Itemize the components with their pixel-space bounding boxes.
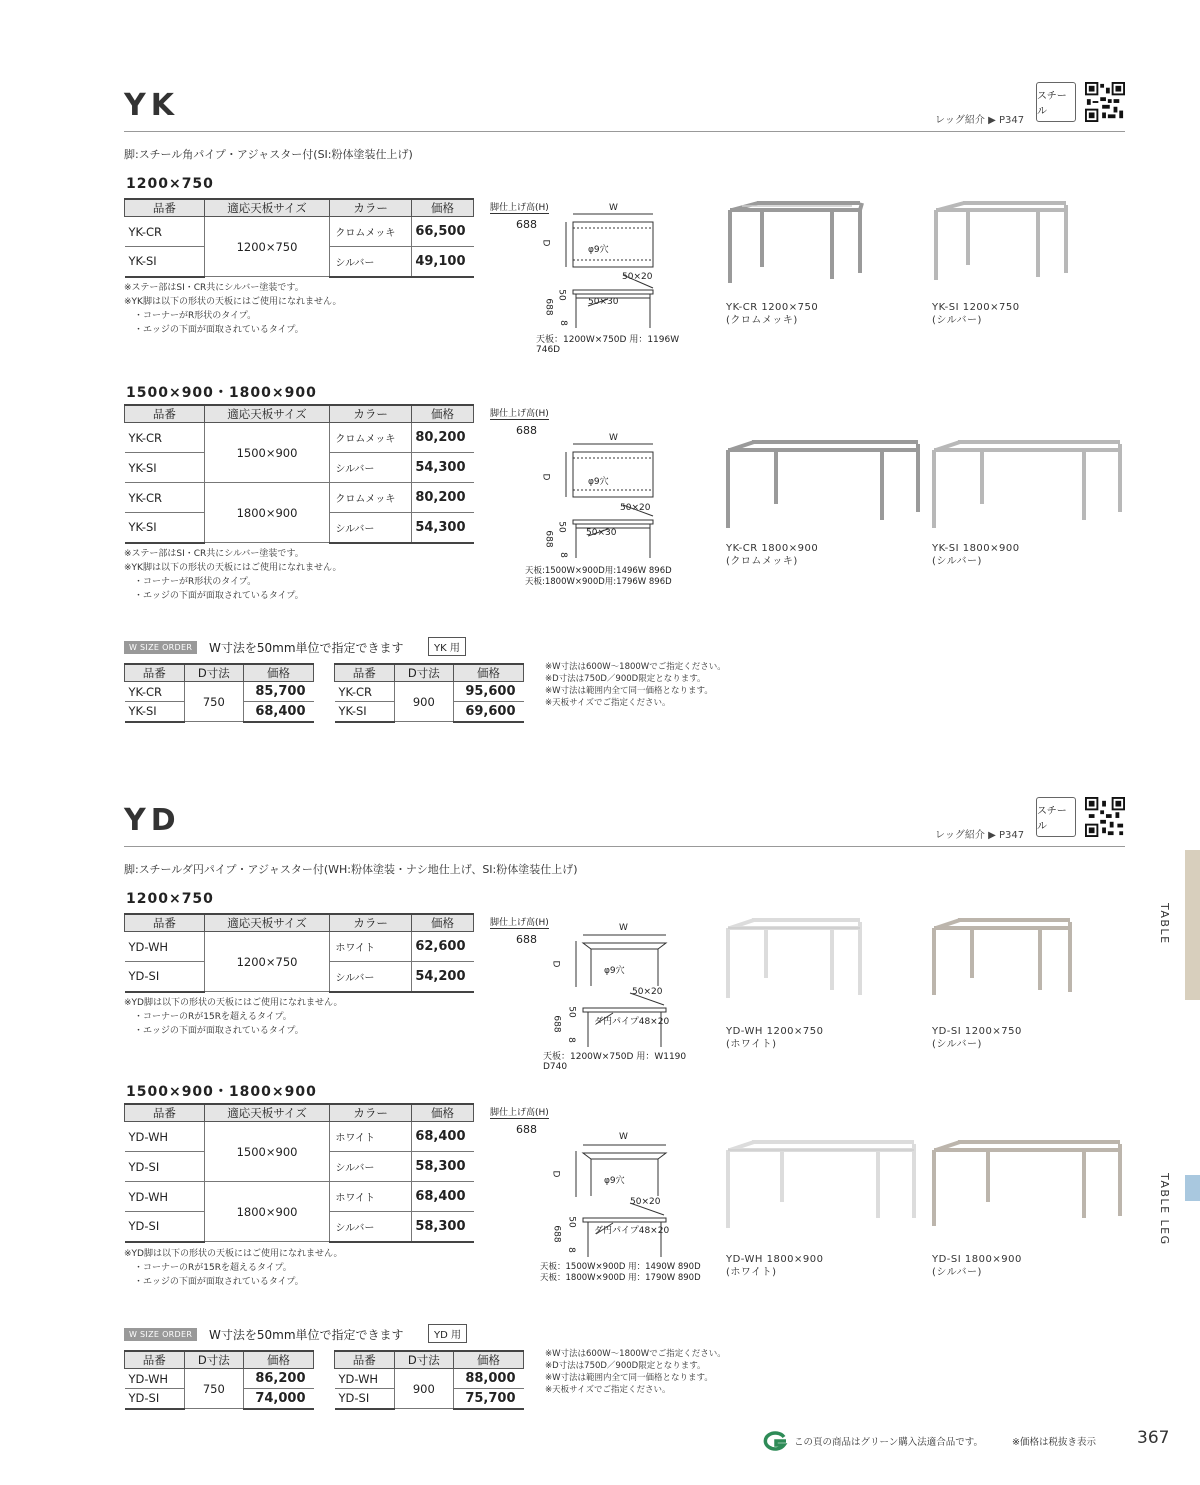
col-header: 品番 xyxy=(125,405,205,423)
d-label: D xyxy=(550,1170,561,1178)
product-color: シルバー xyxy=(330,1212,412,1242)
side-tab-table-marker xyxy=(1185,850,1200,1000)
col-header: 価格 xyxy=(411,405,473,423)
yd-w-size-order-text: W寸法を50mm単位で指定できます xyxy=(209,1328,404,1342)
hole-label: φ9穴 xyxy=(604,966,625,976)
height-value: 688 xyxy=(516,424,537,437)
product-price: 68,400 xyxy=(412,1182,474,1212)
yk-si-1200-caption xyxy=(932,301,1020,327)
col-header: 品番 xyxy=(125,914,205,932)
col-header: 価格 xyxy=(244,664,314,682)
plan-elevation-drawing xyxy=(558,931,678,1051)
product-code: YD-SI xyxy=(125,962,205,992)
yd-sec2-dimension-diagram xyxy=(488,1103,703,1283)
w-label: W xyxy=(619,923,628,933)
height-value: 688 xyxy=(516,933,537,946)
d-label: D xyxy=(550,960,561,968)
d-label: D xyxy=(540,239,551,247)
note: ・コーナーがR形状のタイプ。 xyxy=(134,311,257,321)
col-header: カラー xyxy=(330,199,412,217)
plan-elevation-drawing xyxy=(548,210,668,330)
note: ・エッジの下面が面取されているタイプ。 xyxy=(134,591,304,601)
hole-label: φ9穴 xyxy=(604,1176,625,1186)
col-header: 品番 xyxy=(335,664,395,682)
product-price: 74,000 xyxy=(244,1389,314,1409)
yk-si-1800-leg-image xyxy=(928,432,1133,532)
note: ・コーナーのRが15Rを超えるタイプ。 xyxy=(134,1012,292,1022)
product-code: YK-CR xyxy=(335,682,395,702)
yk-cr-1200-caption xyxy=(726,301,818,327)
yd-leg-ref[interactable]: レッグ紹介 ▶ P347 xyxy=(935,830,1025,841)
product-price: 85,700 xyxy=(244,682,314,702)
col-header: 適応天板サイズ xyxy=(204,199,330,217)
col-header: 価格 xyxy=(244,1351,314,1369)
dim688: 688 xyxy=(551,1225,562,1243)
green-mark-icon xyxy=(758,1431,788,1451)
yk-cr-1800-caption xyxy=(726,542,818,568)
yd-order-for-label: YD 用 xyxy=(428,1324,467,1343)
product-code: YK-SI xyxy=(125,702,185,722)
yd-order-notes xyxy=(545,1348,726,1396)
col-header: カラー xyxy=(330,914,412,932)
dim50: 50 xyxy=(566,1216,577,1228)
caption-color: (シルバー) xyxy=(932,1039,982,1050)
product-price: 95,600 xyxy=(454,682,524,702)
dim688: 688 xyxy=(543,530,554,548)
caption-color: (シルバー) xyxy=(932,1267,982,1278)
product-code: YD-SI xyxy=(125,1389,185,1409)
yd-si-1800-leg-image xyxy=(928,1130,1133,1230)
caption-color: (シルバー) xyxy=(932,556,982,567)
side-tab-table-leg-marker xyxy=(1185,1175,1200,1201)
product-code: YD-SI xyxy=(125,1152,205,1182)
col-header: カラー xyxy=(330,1104,412,1122)
col-header: 適応天板サイズ xyxy=(204,405,330,423)
yk-w-size-order-text: W寸法を50mm単位で指定できます xyxy=(209,641,404,655)
top-note: 天板:1800W×900D用:1796W 896D xyxy=(525,577,672,587)
pipe1-label: 50×20 xyxy=(620,503,651,513)
product-code: YK-CR xyxy=(125,682,185,702)
product-color: シルバー xyxy=(330,962,412,992)
footer-tax-text: ※価格は税抜き表示 xyxy=(1012,1437,1096,1448)
top-note: 天板：1200W×750D 用：1196W 746D xyxy=(536,335,680,355)
pipe2-label: ダ円パイプ48×20 xyxy=(594,1226,670,1236)
product-color: シルバー xyxy=(330,453,412,483)
table-size: 1800×900 xyxy=(204,1182,330,1242)
col-header: 適応天板サイズ xyxy=(204,914,330,932)
yk-sec1-price-table xyxy=(124,198,474,278)
caption-color: (シルバー) xyxy=(932,315,982,326)
yd-sec2-price-table xyxy=(124,1103,474,1243)
caption-model: YD-SI 1200×750 xyxy=(932,1026,1022,1037)
yk-sec1-dimension-diagram xyxy=(488,198,703,355)
yk-title: YK xyxy=(124,88,179,123)
yk-material-badge: スチール xyxy=(1036,82,1076,122)
d-size: 900 xyxy=(394,1369,454,1409)
product-price: 86,200 xyxy=(244,1369,314,1389)
caption-model: YK-SI 1800×900 xyxy=(932,543,1020,554)
plan-elevation-drawing xyxy=(558,1141,678,1261)
product-code: YK-SI xyxy=(125,247,205,277)
product-price: 66,500 xyxy=(411,217,473,247)
dim688: 688 xyxy=(543,298,554,316)
yd-w-size-order-badge: W SIZE ORDER xyxy=(124,1328,197,1341)
caption-model: YD-SI 1800×900 xyxy=(932,1254,1022,1265)
product-color: ホワイト xyxy=(330,1122,412,1152)
yd-sec1-heading: 1200×750 xyxy=(126,891,214,907)
product-price: 88,000 xyxy=(454,1369,524,1389)
col-header: 価格 xyxy=(412,1104,474,1122)
yd-sec1-notes xyxy=(124,996,343,1038)
side-tab-table-leg[interactable]: TABLE LEG xyxy=(1158,1173,1171,1246)
pipe1-label: 50×20 xyxy=(630,1197,661,1207)
top-note: 天板：1200W×750D 用：W1190 D740 xyxy=(543,1052,687,1072)
top-note: 天板：1800W×900D 用：1790W 890D xyxy=(540,1273,701,1283)
note: ※YD脚は以下の形状の天板にはご使用になれません。 xyxy=(124,1249,343,1259)
yk-description: 脚:スチール角パイプ・アジャスター付(SI:粉体塗装仕上げ) xyxy=(124,148,413,161)
col-header: 品番 xyxy=(125,1351,185,1369)
yk-order-for-label: YK 用 xyxy=(428,637,466,656)
dim8: 8 xyxy=(565,1247,576,1253)
table-size: 1500×900 xyxy=(204,1122,330,1182)
yk-sec2-price-table xyxy=(124,404,474,544)
d-size: 750 xyxy=(184,1369,244,1409)
yk-si-1800-caption xyxy=(932,542,1020,568)
yd-description: 脚:スチールダ円パイプ・アジャスター付(WH:粉体塗装・ナシ地仕上げ、SI:粉体塗装仕上げ) xyxy=(124,863,578,876)
product-code: YK-SI xyxy=(335,702,395,722)
product-color: シルバー xyxy=(330,247,412,277)
product-code: YK-SI xyxy=(125,513,205,543)
height-label: 脚仕上げ高(H) xyxy=(490,915,549,929)
yk-order-notes xyxy=(545,661,726,709)
caption-model: YD-WH 1200×750 xyxy=(726,1026,824,1037)
caption-model: YK-CR 1800×900 xyxy=(726,543,819,554)
note: ・エッジの下面が面取されているタイプ。 xyxy=(134,325,304,335)
product-price: 54,300 xyxy=(411,513,473,543)
product-code: YD-WH xyxy=(125,1182,205,1212)
product-color: クロムメッキ xyxy=(330,483,412,513)
dim688: 688 xyxy=(551,1015,562,1033)
product-code: YD-SI xyxy=(125,1212,205,1242)
dim8: 8 xyxy=(557,552,568,558)
table-size: 1500×900 xyxy=(204,423,330,483)
note: ・コーナーのRが15Rを超えるタイプ。 xyxy=(134,1263,292,1273)
product-color: クロムメッキ xyxy=(330,423,412,453)
table-size: 1200×750 xyxy=(204,932,330,992)
yd-wh-1200-caption xyxy=(726,1025,824,1051)
yd-material-badge: スチール xyxy=(1036,797,1076,837)
product-color: シルバー xyxy=(330,513,412,543)
yk-w-size-order-badge: W SIZE ORDER xyxy=(124,641,197,654)
product-price: 54,200 xyxy=(412,962,474,992)
side-tab-table[interactable]: TABLE xyxy=(1158,903,1171,945)
yd-title: YD xyxy=(124,803,181,838)
note: ・コーナーがR形状のタイプ。 xyxy=(134,577,257,587)
product-code: YD-WH xyxy=(125,932,205,962)
yd-sec1-dimension-diagram xyxy=(488,913,703,1072)
product-color: ホワイト xyxy=(330,1182,412,1212)
caption-model: YK-CR 1200×750 xyxy=(726,302,819,313)
col-header: 品番 xyxy=(125,1104,205,1122)
product-price: 62,600 xyxy=(412,932,474,962)
note: ※W寸法は600W〜1800Wでご指定ください。 xyxy=(545,1349,726,1359)
height-label: 脚仕上げ高(H) xyxy=(490,406,549,420)
pipe2-label: 50×30 xyxy=(588,297,619,307)
qr-code-icon xyxy=(1085,797,1125,837)
col-header: D寸法 xyxy=(394,1351,454,1369)
yd-si-1800-caption xyxy=(932,1253,1022,1279)
table-size: 1200×750 xyxy=(204,217,330,277)
product-code: YD-SI xyxy=(335,1389,395,1409)
hole-label: φ9穴 xyxy=(588,477,609,487)
product-color: クロムメッキ xyxy=(330,217,412,247)
dim8: 8 xyxy=(565,1037,576,1043)
product-code: YK-CR xyxy=(125,423,205,453)
note: ※YK脚は以下の形状の天板にはご使用になれません。 xyxy=(124,297,342,307)
col-header: 品番 xyxy=(125,664,185,682)
pipe2-label: 50×30 xyxy=(586,528,617,538)
col-header: D寸法 xyxy=(184,664,244,682)
col-header: 価格 xyxy=(412,914,474,932)
yd-sec1-price-table xyxy=(124,913,474,993)
note: ※ステー部はSI・CR共にシルバー塗装です。 xyxy=(124,283,304,293)
note: ※D寸法は750D／900D限定となります。 xyxy=(545,1361,706,1371)
yk-sec1-heading: 1200×750 xyxy=(126,176,214,192)
yd-si-1200-caption xyxy=(932,1025,1022,1051)
dim8: 8 xyxy=(557,320,568,326)
height-label: 脚仕上げ高(H) xyxy=(490,200,549,214)
yk-order-table-750 xyxy=(124,663,314,723)
yk-sec1-notes xyxy=(124,281,341,337)
note: ※W寸法は範囲内全て同一価格となります。 xyxy=(545,686,713,696)
dim50: 50 xyxy=(556,289,567,301)
col-header: 品番 xyxy=(125,199,205,217)
product-price: 68,400 xyxy=(244,702,314,722)
yd-sec2-notes xyxy=(124,1247,343,1289)
product-price: 80,200 xyxy=(411,423,473,453)
note: ※W寸法は600W〜1800Wでご指定ください。 xyxy=(545,662,726,672)
note: ※ステー部はSI・CR共にシルバー塗装です。 xyxy=(124,549,304,559)
note: ※YD脚は以下の形状の天板にはご使用になれません。 xyxy=(124,998,343,1008)
product-price: 58,300 xyxy=(412,1152,474,1182)
caption-model: YD-WH 1800×900 xyxy=(726,1254,824,1265)
table-size: 1800×900 xyxy=(204,483,330,543)
w-label: W xyxy=(619,1132,628,1142)
height-value: 688 xyxy=(516,218,537,231)
product-color: シルバー xyxy=(330,1152,412,1182)
d-label: D xyxy=(540,473,551,481)
caption-color: (クロムメッキ) xyxy=(726,315,798,326)
product-price: 68,400 xyxy=(412,1122,474,1152)
top-note: 天板：1500W×900D 用：1490W 890D xyxy=(540,1262,701,1272)
col-header: 適応天板サイズ xyxy=(204,1104,330,1122)
dim50: 50 xyxy=(556,521,567,533)
note: ※天板サイズでご指定ください。 xyxy=(545,698,671,708)
yk-sec2-dimension-diagram xyxy=(488,404,703,587)
top-note: 天板:1500W×900D用:1496W 896D xyxy=(525,566,672,576)
yd-si-1200-leg-image xyxy=(928,910,1078,1005)
yk-cr-1800-leg-image xyxy=(722,432,927,532)
product-code: YD-WH xyxy=(125,1369,185,1389)
caption-color: (クロムメッキ) xyxy=(726,556,798,567)
yd-wh-1800-caption xyxy=(726,1253,824,1279)
col-header: カラー xyxy=(330,405,412,423)
product-price: 80,200 xyxy=(411,483,473,513)
product-code: YK-CR xyxy=(125,483,205,513)
caption-color: (ホワイト) xyxy=(726,1267,777,1278)
yd-wh-1200-leg-image xyxy=(722,910,872,1005)
col-header: 価格 xyxy=(454,664,524,682)
caption-model: YK-SI 1200×750 xyxy=(932,302,1020,313)
d-size: 900 xyxy=(394,682,454,722)
note: ・エッジの下面が面取されているタイプ。 xyxy=(134,1026,304,1036)
w-label: W xyxy=(609,203,618,213)
plan-elevation-drawing xyxy=(548,440,668,560)
yk-sec2-notes xyxy=(124,547,341,603)
product-code: YK-CR xyxy=(125,217,205,247)
col-header: 品番 xyxy=(335,1351,395,1369)
product-price: 58,300 xyxy=(412,1212,474,1242)
d-size: 750 xyxy=(184,682,244,722)
product-code: YD-WH xyxy=(125,1122,205,1152)
note: ※W寸法は範囲内全て同一価格となります。 xyxy=(545,1373,713,1383)
yd-order-table-750 xyxy=(124,1350,314,1410)
col-header: 価格 xyxy=(411,199,473,217)
yk-leg-ref[interactable]: レッグ紹介 ▶ P347 xyxy=(935,115,1025,126)
col-header: 価格 xyxy=(454,1351,524,1369)
yk-cr-1200-leg-image xyxy=(722,195,872,290)
footer-green-text: この頁の商品はグリーン購入法適合品です。 xyxy=(794,1437,984,1448)
pipe1-label: 50×20 xyxy=(632,987,663,997)
dim50: 50 xyxy=(566,1006,577,1018)
product-color: ホワイト xyxy=(330,932,412,962)
pipe2-label: ダ円パイプ48×20 xyxy=(594,1017,670,1027)
page-number: 367 xyxy=(1137,1428,1170,1448)
product-price: 54,300 xyxy=(411,453,473,483)
pipe1-label: 50×20 xyxy=(622,272,653,282)
product-code: YD-WH xyxy=(335,1369,395,1389)
note: ※YK脚は以下の形状の天板にはご使用になれません。 xyxy=(124,563,342,573)
caption-color: (ホワイト) xyxy=(726,1039,777,1050)
yk-si-1200-leg-image xyxy=(928,195,1078,290)
yd-order-table-900 xyxy=(334,1350,524,1410)
note: ※D寸法は750D／900D限定となります。 xyxy=(545,674,706,684)
yd-wh-1800-leg-image xyxy=(722,1130,927,1230)
yd-sec2-heading: 1500×900・1800×900 xyxy=(126,1084,317,1100)
w-label: W xyxy=(609,433,618,443)
yk-order-table-900 xyxy=(334,663,524,723)
product-price: 49,100 xyxy=(411,247,473,277)
product-code: YK-SI xyxy=(125,453,205,483)
col-header: D寸法 xyxy=(184,1351,244,1369)
height-label: 脚仕上げ高(H) xyxy=(490,1105,549,1119)
note: ・エッジの下面が面取されているタイプ。 xyxy=(134,1277,304,1287)
yk-sec2-heading: 1500×900・1800×900 xyxy=(126,385,317,401)
hole-label: φ9穴 xyxy=(588,245,609,255)
note: ※天板サイズでご指定ください。 xyxy=(545,1385,671,1395)
product-price: 75,700 xyxy=(454,1389,524,1409)
qr-code-icon xyxy=(1085,82,1125,122)
col-header: D寸法 xyxy=(394,664,454,682)
height-value: 688 xyxy=(516,1123,537,1136)
product-price: 69,600 xyxy=(454,702,524,722)
